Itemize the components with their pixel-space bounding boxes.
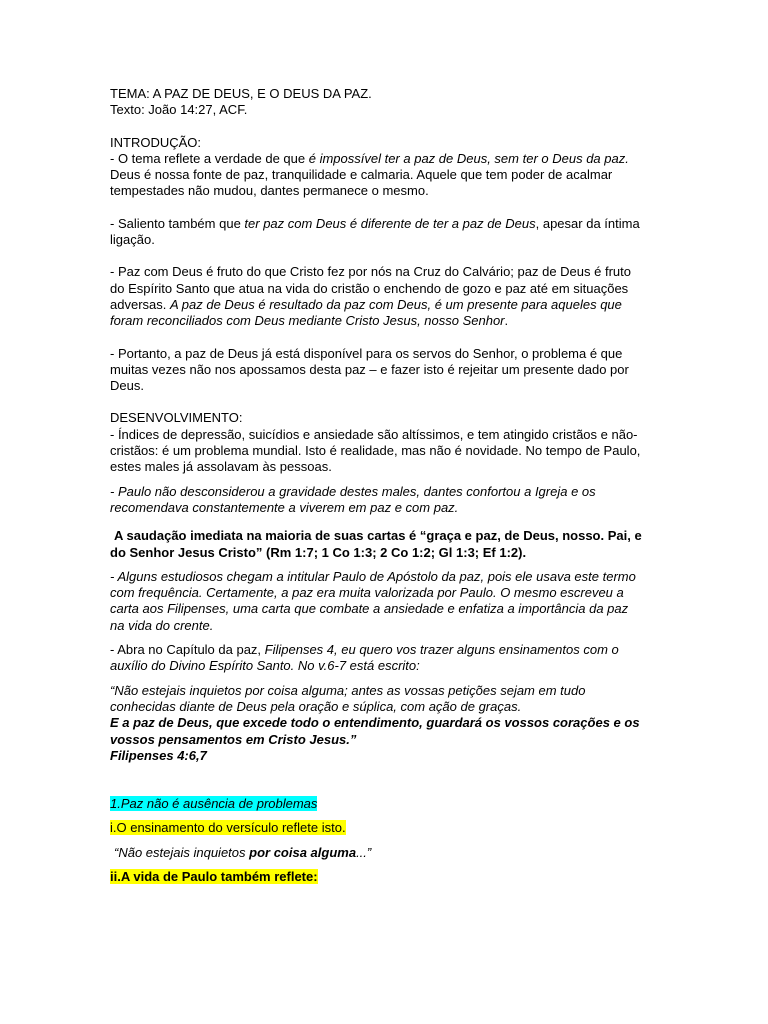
intro-paragraph-1-cont: Deus é nossa fonte de paz, tranquilidade e calmaria. Aquele que tem poder de acalmar tempestades não mudou, dantes permanece o mesmo. <box>110 167 613 199</box>
intro-paragraph-2: - Saliento também que ter paz com Deus é diferente de ter a paz de Deus, apesar da íntima ligação. <box>110 215 640 248</box>
intro-paragraph-4: - Portanto, a paz de Deus já está disponível para os servos do Senhor, o problema é que muitas vezes não nos apossamos desta paz – e fazer isto é rejeitar um presente dado por Deus. <box>110 345 629 394</box>
intro-paragraph-3: - Paz com Deus é fruto do que Cristo fez por nós na Cruz do Calvário; paz de Deus é fruto do Espírito Santo que atua na vida do cristão o enchendo de gozo e paz até em situações adversas. A paz de Deus é resultado da paz com Deus, é um presente para aqueles que foram reconciliados com Deus mediante Cristo Jesus, nosso Senhor. <box>110 264 631 329</box>
point-ii-heading: ii.A vida de Paulo também reflete: <box>110 868 318 884</box>
dev-paragraph-2: - Paulo não desconsiderou a gravidade destes males, dantes confortou a Igreja e os recomendava constantemente a viverem em paz e com paz. <box>110 483 596 515</box>
text-reference: Texto: João 14:27, ACF. <box>110 102 248 118</box>
dev-paragraph-4: - Alguns estudiosos chegam a intitular Paulo de Apóstolo da paz, pois ele usava este termo com frequência. Certamente, a paz era muita valorizada por Paulo. O mesmo escreveu a carta aos Filipenses, uma carta que combate a ansiedade e enfatiza a importância da paz na vida do crente. <box>110 568 636 633</box>
point-1-heading: 1.Paz não é ausência de problemas <box>110 796 318 812</box>
point-i-heading: i.O ensinamento do versículo reflete isto. <box>110 820 346 836</box>
theme-title: TEMA: A PAZ DE DEUS, E O DEUS DA PAZ. <box>110 86 372 101</box>
bible-quote: “Não estejais inquietos por coisa alguma; antes as vossas petições sejam em tudo conhecidas diante de Deus pela oração e súplica, com ação de graças. <box>110 682 586 714</box>
development-heading: DESENVOLVIMENTO: <box>110 410 243 426</box>
dev-paragraph-5: - Abra no Capítulo da paz, Filipenses 4, eu quero vos trazer alguns ensinamentos com o auxílio do Divino Espírito Santo. No v.6-7 está escrito: <box>110 642 619 674</box>
introduction-heading: INTRODUÇÃO: <box>110 134 201 150</box>
intro-paragraph-1: - O tema reflete a verdade de que é impossível ter a paz de Deus, sem ter o Deus da paz. <box>110 150 629 166</box>
dev-paragraph-3: A saudação imediata na maioria de suas cartas é “graça e paz, de Deus, nosso. Pai, e do Senhor Jesus Cristo” (Rm 1:7; 1 Co 1:3; 2 Co 1:2; Gl 1:3; Ef 1:2). <box>110 528 642 560</box>
bible-quote-bold: E a paz de Deus, que excede todo o entendimento, guardará os vossos corações e os vossos pensamentos em Cristo Jesus.” <box>110 715 640 747</box>
dev-paragraph-1: - Índices de depressão, suicídios e ansiedade são altíssimos, e tem atingido cristãos e não-cristãos: é um problema mundial. Isto é realidade, mas não é novidade. No tempo de Paulo, estes males já assolavam às pessoas. <box>110 426 641 475</box>
point-quote: “Não estejais inquietos por coisa alguma...” <box>114 844 372 860</box>
bible-quote-reference: Filipenses 4:6,7 <box>110 747 207 763</box>
document-page <box>110 86 645 885</box>
